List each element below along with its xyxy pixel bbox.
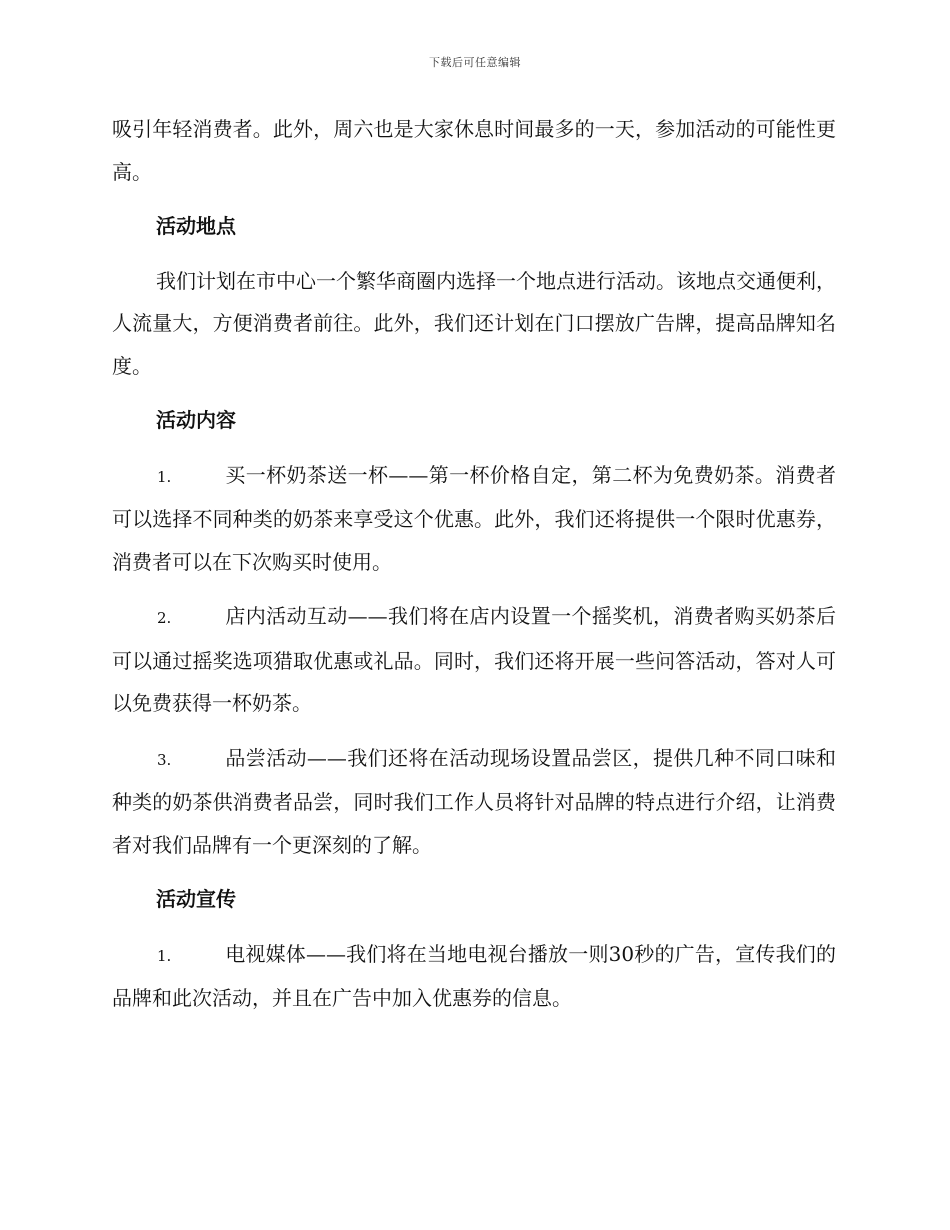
page-header: 下载后可任意编辑 bbox=[429, 56, 521, 69]
list-number: 2. bbox=[157, 609, 172, 627]
list-item-text: 买一杯奶茶送一杯——第一杯价格自定，第二杯为免费奶茶。消费者可以选择不同种类的奶茶来享受这个优惠。此外，我们还将提供一个限时优惠券，消费者可以在下次购买时使用。 bbox=[112, 462, 836, 574]
list-item-promotion-1 bbox=[112, 933, 836, 1020]
intro-paragraph: 吸引年轻消费者。此外，周六也是大家休息时间最多的一天，参加活动的可能性更高。 bbox=[112, 117, 836, 184]
list-item-text: 品尝活动——我们还将在活动现场设置品尝区，提供几种不同口味和种类的奶茶供消费者品尝，同时我们工作人员将针对品牌的特点进行介绍，让消费者对我们品牌有一个更深刻的了解。 bbox=[112, 745, 836, 857]
location-paragraph: 我们计划在市中心一个繁华商圈内选择一个地点进行活动。该地点交通便利，人流量大，方便消费者前往。此外，我们还计划在门口摆放广告牌，提高品牌知名度。 bbox=[112, 268, 836, 378]
document-body bbox=[112, 108, 836, 1032]
list-item-activity-2 bbox=[112, 595, 836, 725]
list-number: 3. bbox=[157, 750, 172, 769]
list-item-activity-3 bbox=[112, 737, 836, 867]
section-heading-location: 活动地点 bbox=[156, 214, 236, 238]
list-number: 1. bbox=[157, 467, 172, 486]
section-heading-promotion: 活动宣传 bbox=[156, 887, 236, 911]
list-item-text: 店内活动互动——我们将在店内设置一个摇奖机，消费者购买奶茶后可以通过摇奖选项猎取优惠或礼品。同时，我们还将开展一些问答活动，答对人可以免费获得一杯奶茶。 bbox=[112, 604, 836, 715]
section-heading-activities: 活动内容 bbox=[156, 408, 236, 432]
list-number: 1. bbox=[157, 946, 172, 965]
list-item-activity-1 bbox=[112, 454, 836, 584]
list-item-text: 电视媒体——我们将在当地电视台播放一则30秒的广告，宣传我们的品牌和此次活动，并且在广告中加入优惠券的信息。 bbox=[112, 941, 836, 1010]
